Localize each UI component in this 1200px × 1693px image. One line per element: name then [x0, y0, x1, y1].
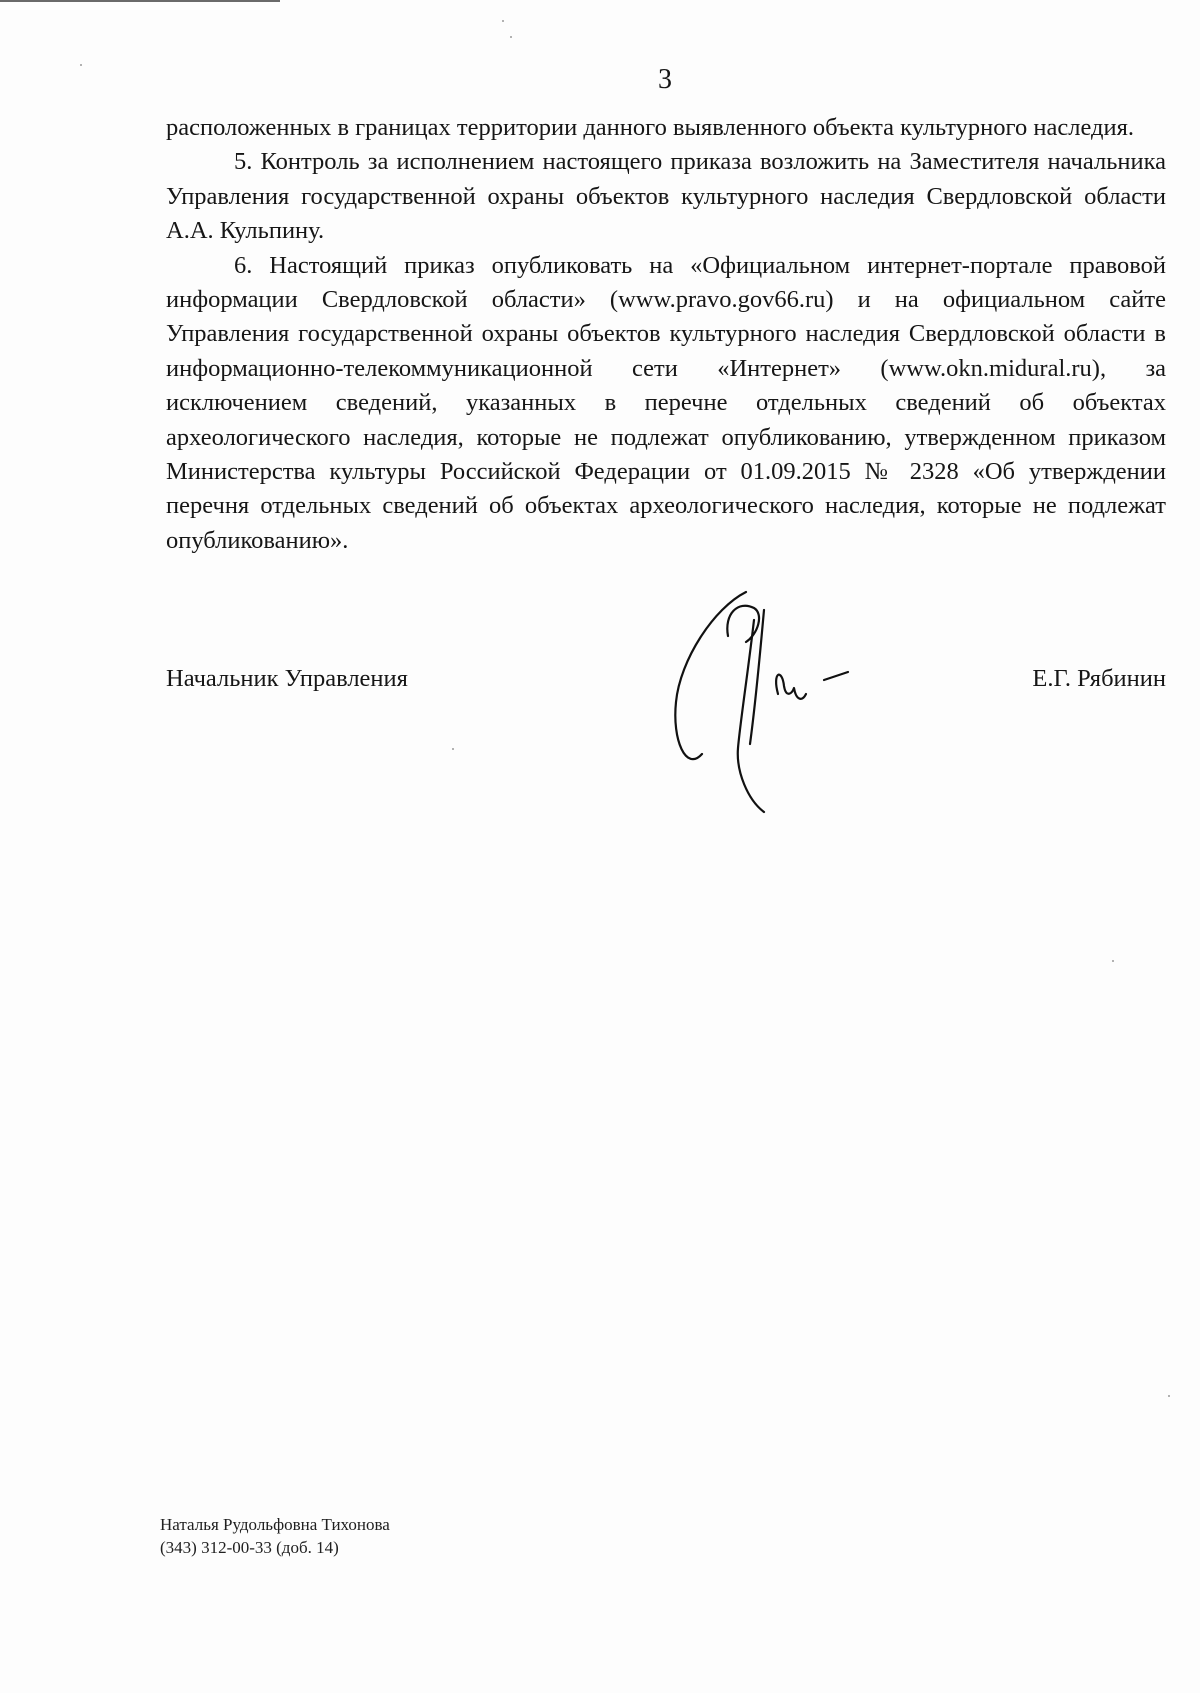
- scan-speck: [502, 20, 504, 22]
- handwritten-signature: [668, 590, 868, 820]
- scan-top-rule: [0, 0, 280, 2]
- paragraph-item-6: 6. Настоящий приказ опубликовать на «Официальном интернет-портале правовой информации Свердловской области» (www.pravo.gov66.ru) и на официальном сайте Управления государственной охраны объектов культурного наследия Свердловской области в информационно-телекоммуникационной сети «Интернет» (www.okn.midural.ru), за исключением сведений, указанных в перечне отдельных сведений об объектах археологического наследия, которые не подлежат опубликованию, утвержденном приказом Министерства культуры Российской Федерации от 01.09.2015 № 2328 «Об утверждении перечня отдельных сведений об объектах археологического наследия, которые не подлежат опубликованию».: [166, 251, 1166, 554]
- signature-block: [166, 662, 1166, 702]
- scan-speck: [80, 64, 82, 66]
- scan-speck: [510, 36, 512, 38]
- paragraph-continuation: расположенных в границах территории данного выявленного объекта культурного наследия.: [166, 114, 1134, 141]
- scan-speck: [452, 748, 454, 750]
- signer-name: Е.Г. Рябинин: [1032, 665, 1166, 692]
- paragraph-item-5: 5. Контроль за исполнением настоящего приказа возложить на Заместителя начальника Управления государственной охраны объектов культурного наследия Свердловской области А.А. Кульпину.: [166, 148, 1166, 245]
- contact-name: Наталья Рудольфовна Тихонова: [160, 1515, 390, 1534]
- signer-title: Начальник Управления: [166, 665, 408, 692]
- page-number: 3: [658, 64, 672, 95]
- contact-block: [160, 1513, 390, 1559]
- contact-phone: (343) 312-00-33 (доб. 14): [160, 1538, 339, 1557]
- scan-speck: [1112, 960, 1114, 962]
- document-body: [166, 111, 1166, 558]
- scan-speck: [1168, 1395, 1170, 1397]
